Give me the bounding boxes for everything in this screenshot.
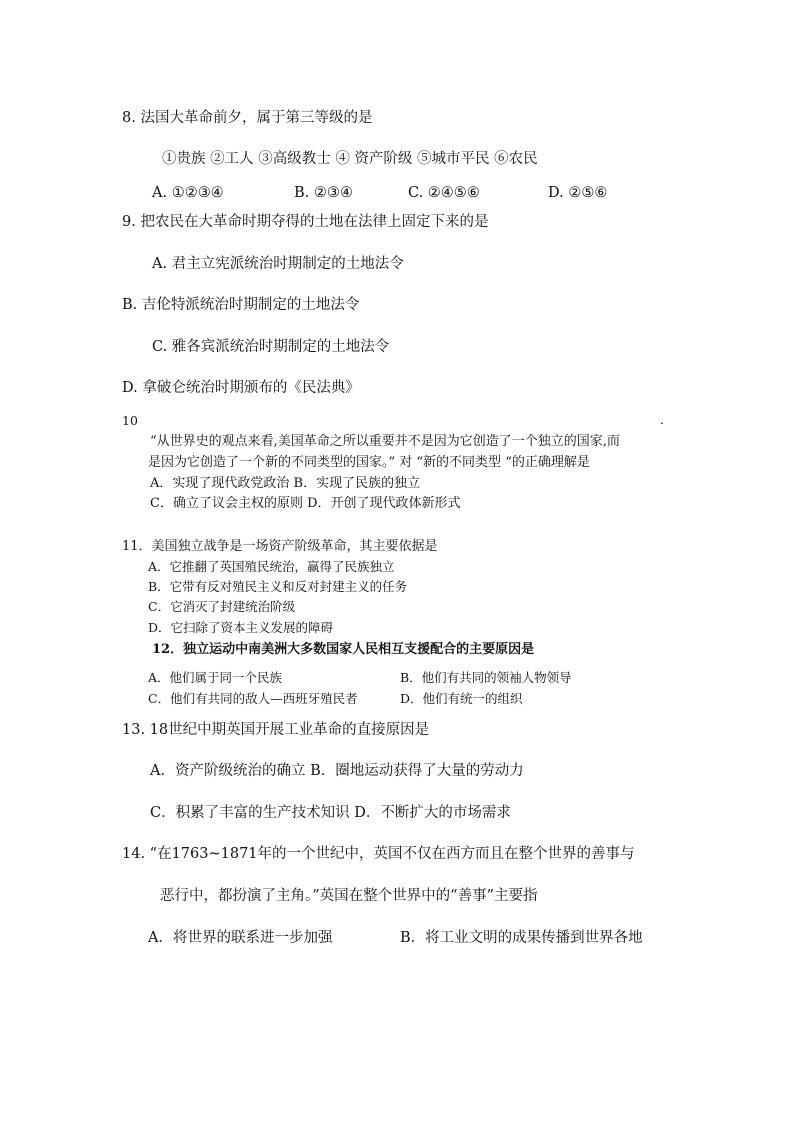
question-8-items: ①贵族 ②工人 ③高级教士 ④ 资产阶级 ⑤城市平民 ⑥农民 xyxy=(162,151,538,167)
question-8-option-d: D. ②⑤⑥ xyxy=(548,185,608,201)
question-13-options-ab: A．资产阶级统治的确立 B．圈地运动获得了大量的劳动力 xyxy=(150,763,524,779)
question-8-option-b: B. ②③④ xyxy=(294,185,353,201)
question-9-stem: 9. 把农民在大革命时期夺得的土地在法律上固定下来的是 xyxy=(122,214,489,230)
question-11-option-d: D．它扫除了资本主义发展的障碍 xyxy=(148,620,334,635)
question-9-option-b: B. 吉伦特派统治时期制定的土地法令 xyxy=(122,297,360,313)
question-11-option-a: A．它推翻了英国殖民统治，赢得了民族独立 xyxy=(148,559,395,574)
question-14-stem-line-2: 恶行中，都扮演了主角。”英国在整个世界中的“善事”主要指 xyxy=(160,888,538,904)
question-10-options-ab: A．实现了现代政党政治 B．实现了民族的独立 xyxy=(150,476,421,491)
question-12-option-d: D．他们有统一的组织 xyxy=(400,691,523,706)
question-8-option-c: C. ②④⑤⑥ xyxy=(408,185,480,201)
question-10-options-cd: C．确立了议会主权的原则 D．开创了现代政体新形式 xyxy=(150,496,461,511)
question-10-dot: . xyxy=(660,412,664,427)
question-11-option-c: C．它消灭了封建统治阶级 xyxy=(148,599,296,614)
question-14-stem-line-1: 14. “在1763~1871年的一个世纪中，英国不仅在西方而且在整个世界的善事与 xyxy=(122,846,635,862)
question-12-option-a: A．他们属于同一个民族 xyxy=(148,670,283,685)
question-10-number: 10 xyxy=(122,413,138,428)
question-12-option-c: C．他们有共同的敌人—西班牙殖民者 xyxy=(148,691,358,706)
question-11-stem: 11．美国独立战争是一场资产阶级革命，其主要依据是 xyxy=(122,539,438,554)
question-13-options-cd: C．积累了丰富的生产技术知识 D．不断扩大的市场需求 xyxy=(150,805,511,821)
question-9-option-c: C. 雅各宾派统治时期制定的土地法令 xyxy=(152,339,390,355)
question-12-stem-text: 12．独立运动中南美洲大多数国家人民相互支援配合的主要原因是 xyxy=(152,642,535,657)
question-12-option-b: B．他们有共同的领袖人物领导 xyxy=(400,670,572,685)
question-14-option-b: B．将工业文明的成果传播到世界各地 xyxy=(400,930,643,946)
question-8-option-a: A. ①②③④ xyxy=(152,185,224,201)
question-13-stem: 13. 18世纪中期英国开展工业革命的直接原因是 xyxy=(122,722,430,738)
question-9-option-a: A. 君主立宪派统治时期制定的土地法令 xyxy=(152,256,404,272)
question-11-option-b: B．它带有反对殖民主义和反对封建主义的任务 xyxy=(148,579,408,594)
question-10-line-2: 是因为它创造了一个新的不同类型的国家。” 对 “新的不同类型 “的正确理解是 xyxy=(148,455,590,470)
question-14-option-a: A．将世界的联系进一步加强 xyxy=(148,930,333,946)
question-10-line-1: “从世界史的观点来看,美国革命之所以重要并不是因为它创造了一个独立的国家,而 xyxy=(150,434,620,449)
question-8-stem: 8. 法国大革命前夕，属于第三等级的是 xyxy=(122,110,373,126)
question-9-option-d: D. 拿破仑统治时期颁布的《民法典》 xyxy=(122,380,360,396)
question-12-stem xyxy=(152,643,534,656)
